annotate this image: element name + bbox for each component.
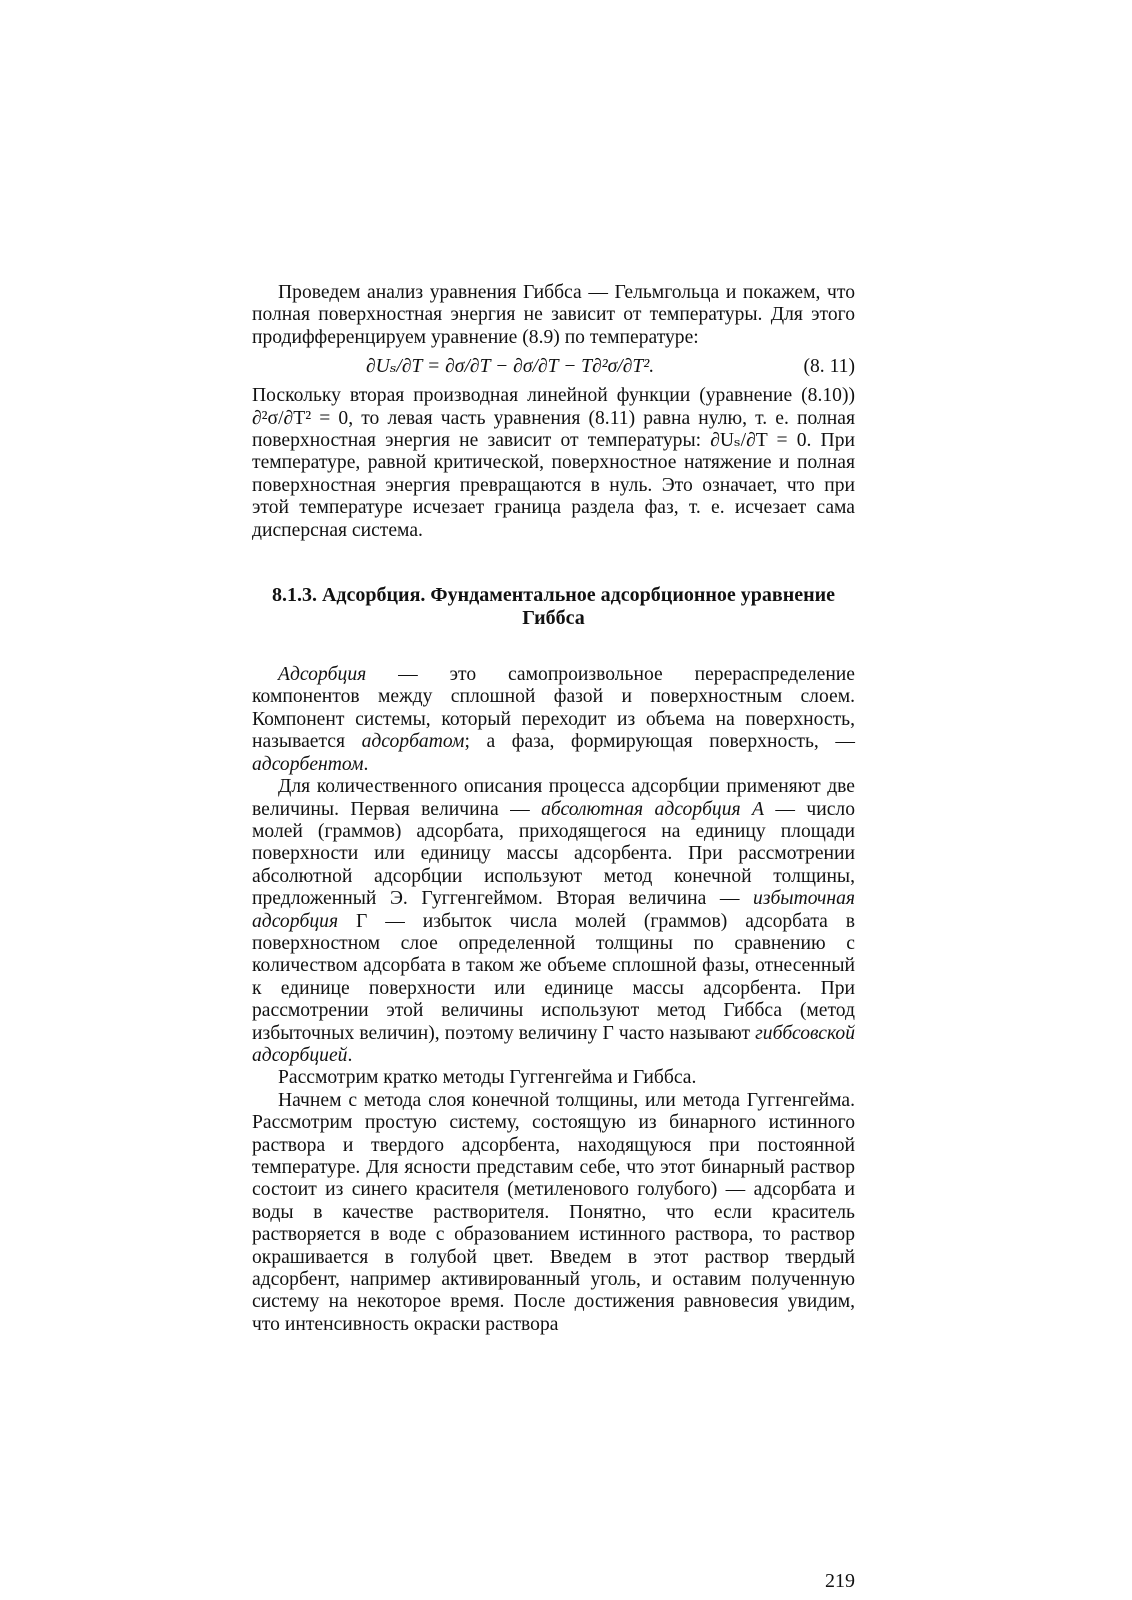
text-segment: Г — избыток числа молей (граммов) адсорбата в поверхностном слое определенной толщины по сравнению с количеством адсорбата в таком же объеме сплошной фазы, отнесенный к единице поверхности или единице массы адсорбента. При рассмотрении этой величины используют метод Гиббса (метод избыточных величин), поэтому величину Г часто называют: [252, 910, 855, 1044]
section-heading-line-1: 8.1.3. Адсорбция. Фундаментальное адсорбционное уравнение: [271, 584, 836, 607]
section-heading: [252, 584, 855, 630]
equation-text: ∂Uₛ/∂T = ∂σ/∂T − ∂σ/∂T − T∂²σ/∂T².: [366, 356, 655, 378]
term-excess-adsorption: избыточная адсорбция: [252, 888, 855, 932]
paragraph-quantities: [252, 776, 855, 1067]
paragraph-intro: Проведем анализ уравнения Гиббса — Гельмгольца и покажем, что полная поверхностная энергия не зависит от температуры. Для этого продифференцируем уравнение (8.9) по температуре:: [252, 282, 855, 348]
text-segment: — это самопроизвольное перераспределение компонентов между сплошной фазой и поверхностным слоем. Компонент системы, который переходит из объема на поверхность, называется: [252, 664, 855, 753]
text-segment: — число молей (граммов) адсорбата, приходящегося на единицу площади поверхности или единицу массы адсорбента. При рассмотрении абсолютной адсорбции используют метод конечной толщины, предложенный Э. Гуггенгеймом. Вторая величина —: [252, 798, 855, 910]
equation-8-11: [252, 355, 855, 379]
paragraph-adsorption-definition: [252, 664, 855, 776]
paragraph-guggenheim: Начнем с метода слоя конечной толщины, или метода Гуггенгейма. Рассмотрим простую систему, состоящую из бинарного истинного раствора и твердого адсорбента, находящуюся при постоянной температуре. Для ясности представим себе, что этот бинарный раствор состоит из синего красителя (метиленового голубого) — адсорбата и воды в качестве растворителя. Понятно, что если краситель растворяется в воде с образованием истинного раствора, то раствор окрашивается в голубой цвет. Введем в этот раствор твердый адсорбент, например активированный уголь, и оставим полученную систему на некоторое время. После достижения равновесия увидим, что интенсивность окраски раствора: [252, 1089, 855, 1335]
section-heading-line-2: Гиббса: [522, 607, 585, 630]
term-absolute-adsorption: абсолютная адсорбция A: [541, 798, 764, 820]
text-segment: Для количественного описания процесса адсорбции применяют две величины. Первая величина —: [252, 776, 855, 820]
page-body: [252, 282, 855, 1592]
text-segment: .: [347, 1044, 353, 1066]
paragraph-second-derivative: Поскольку вторая производная линейной функции (уравнение (8.10)) ∂²σ/∂T² = 0, то левая часть уравнения (8.11) равна нулю, т. е. полная поверхностная энергия не зависит от температуры: ∂Uₛ/∂T = 0. При температуре, равной критической, поверхностное натяжение и полная поверхностная энергия превращаются в нуль. Это означает, что при этой температуре исчезает граница раздела фаз, т. е. исчезает сама дисперсная система.: [252, 385, 855, 541]
term-adsorbent: адсорбентом: [252, 753, 364, 775]
term-gibbs-adsorption: гиббсовской адсорбцией: [252, 1022, 855, 1066]
page-number: 219: [825, 1570, 855, 1592]
equation-number: (8. 11): [803, 356, 855, 378]
text-segment: .: [363, 753, 369, 775]
term-adsorbate: адсорбатом: [361, 731, 465, 753]
paragraph-methods: Рассмотрим кратко методы Гуггенгейма и Гиббса.: [278, 1067, 697, 1089]
term-adsorption: Адсорбция: [278, 664, 367, 686]
text-segment: ; а фаза, формирующая поверхность, —: [464, 731, 855, 753]
